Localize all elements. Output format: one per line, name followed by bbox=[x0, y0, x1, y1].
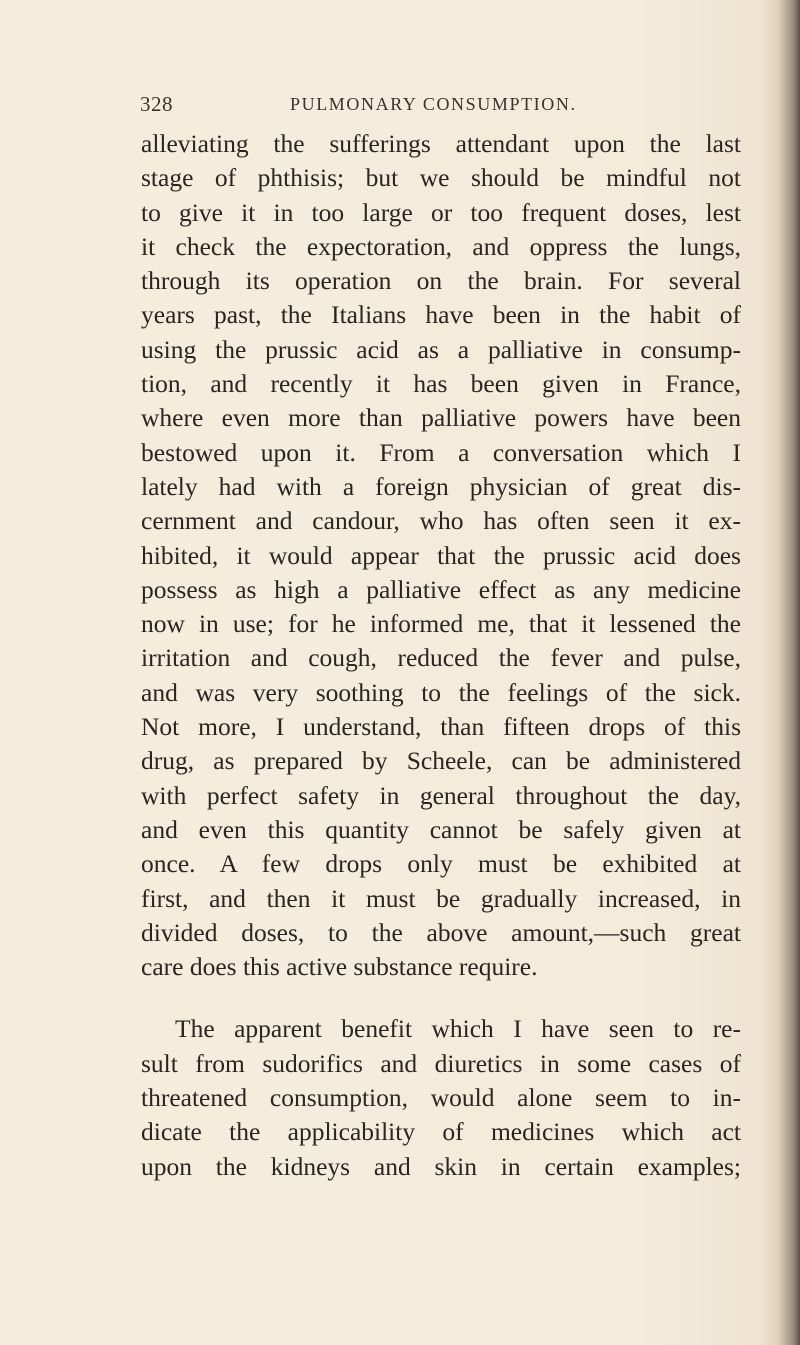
text-line: divided doses, to the above amount,—such great bbox=[141, 917, 741, 947]
text-line: possess as high a palliative effect as any medicine bbox=[141, 574, 741, 604]
text-line: first, and then it must be gradually increased, in bbox=[141, 883, 741, 913]
text-line: with perfect safety in general throughout the day, bbox=[141, 780, 741, 810]
text-line: lately had with a foreign physician of great dis- bbox=[141, 471, 741, 501]
text-line: dicate the applicability of medicines which act bbox=[141, 1117, 741, 1147]
text-line: once. A few drops only must be exhibited at bbox=[141, 849, 741, 879]
text-line: cernment and candour, who has often seen it ex- bbox=[141, 506, 741, 536]
text-line: upon the kidneys and skin in certain examples; bbox=[141, 1151, 741, 1181]
text-line: alleviating the sufferings attendant upon the last bbox=[141, 129, 741, 158]
text-line: using the prussic acid as a palliative in consump- bbox=[141, 334, 741, 364]
text-line: The apparent benefit which I have seen to re- bbox=[175, 1014, 741, 1044]
text-line: and was very soothing to the feelings of the sick. bbox=[141, 677, 741, 707]
text-line: drug, as prepared by Scheele, can be administered bbox=[141, 746, 741, 776]
text-line: bestowed upon it. From a conversation which I bbox=[141, 437, 741, 467]
body-text bbox=[141, 127, 741, 1184]
running-head: PULMONARY CONSUMPTION. bbox=[290, 94, 577, 114]
text-line: and even this quantity cannot be safely given at bbox=[141, 814, 741, 844]
text-line: it check the expectoration, and oppress the lungs, bbox=[141, 231, 741, 261]
text-line: threatened consumption, would alone seem to in- bbox=[141, 1083, 741, 1113]
text-line: now in use; for he informed me, that it lessened the bbox=[141, 609, 741, 639]
page-edge-shadow bbox=[760, 0, 800, 1345]
page-number: 328 bbox=[140, 92, 173, 116]
text-line: years past, the Italians have been in the habit of bbox=[141, 300, 741, 330]
text-line: tion, and recently it has been given in France, bbox=[141, 369, 741, 399]
page-header bbox=[140, 92, 760, 118]
text-line: hibited, it would appear that the prussic acid does bbox=[141, 540, 741, 570]
text-line: care does this active substance require. bbox=[141, 952, 538, 982]
text-line: Not more, I understand, than fifteen drops of this bbox=[141, 712, 741, 742]
text-line: stage of phthisis; but we should be mindful not bbox=[141, 163, 741, 193]
text-line: where even more than palliative powers have been bbox=[141, 403, 741, 433]
text-line: sult from sudorifics and diuretics in some cases of bbox=[141, 1048, 741, 1078]
text-line: to give it in too large or too frequent doses, lest bbox=[141, 197, 741, 227]
paragraph-2 bbox=[141, 1012, 741, 1183]
text-line: through its operation on the brain. For several bbox=[141, 266, 741, 296]
paragraph-1 bbox=[141, 127, 741, 984]
text-line: irritation and cough, reduced the fever and pulse, bbox=[141, 643, 741, 673]
